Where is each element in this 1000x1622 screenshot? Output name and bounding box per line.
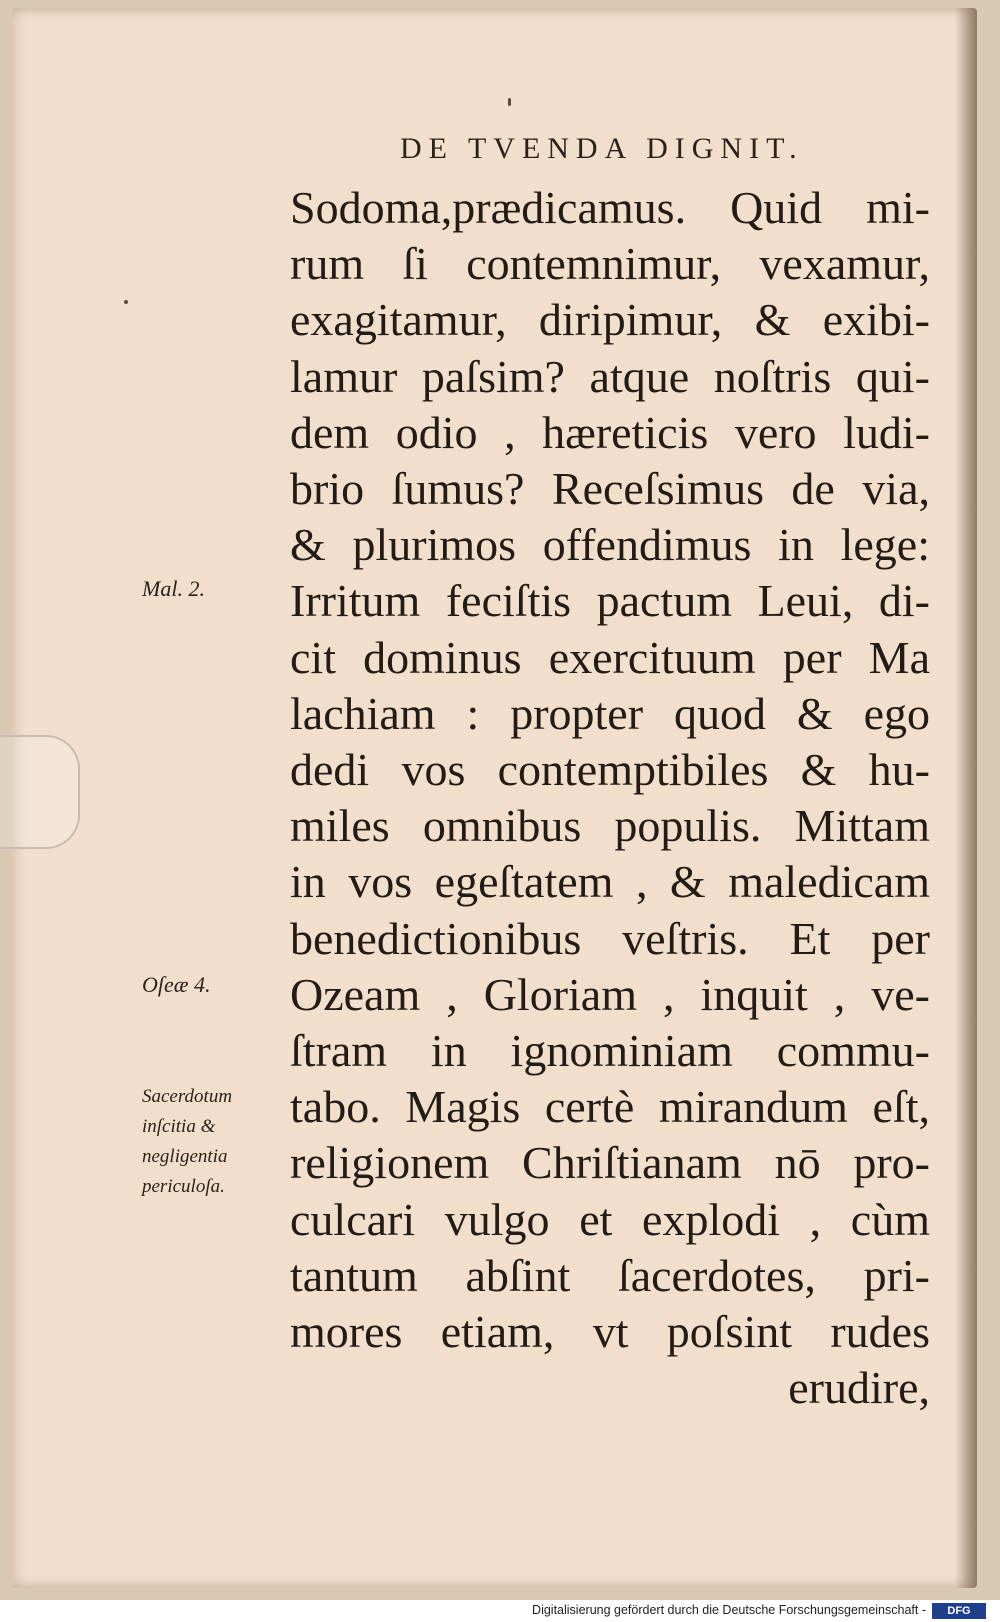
- paper-speck: [508, 98, 511, 106]
- text-line: culcari vulgo et explodi , cùm: [290, 1193, 930, 1245]
- margin-note-malachi: Mal. 2.: [142, 576, 205, 601]
- margin-note-line: periculoſa.: [142, 1176, 225, 1197]
- body-text: [290, 180, 930, 1416]
- text-line: brio ſumus? Receſsimus de via,: [290, 463, 930, 515]
- text-line: exagitamur, diripimur, & exibi-: [290, 294, 930, 346]
- text-line: Sodoma,prædicamus. Quid mi-: [290, 182, 930, 233]
- text-line: benedictionibus veſtris. Et per: [290, 912, 930, 964]
- page-clip: [0, 735, 80, 849]
- text-line: lachiam : propter quod & ego: [290, 687, 930, 739]
- text-line: Irritum feciſtis pactum Leui, di-: [290, 575, 930, 627]
- text-line: in vos egeſtatem , & maledicam: [290, 856, 930, 908]
- text-line: rum ſi contemnimur, vexamur,: [290, 238, 930, 290]
- margin-note-line: inſcitia &: [142, 1116, 216, 1137]
- text-line: tabo. Magis certè mirandum eſt,: [290, 1081, 930, 1133]
- dfg-logo: DFG: [932, 1603, 986, 1619]
- text-line: dem odio , hæreticis vero ludi-: [290, 406, 930, 458]
- text-line: ſtram in ignominiam commu-: [290, 1025, 930, 1077]
- text-line: & plurimos offendimus in lege:: [290, 519, 930, 571]
- text-line: miles omnibus populis. Mittam: [290, 800, 930, 852]
- text-line: mores etiam, vt poſsint rudes: [290, 1306, 930, 1358]
- paper-speck: [124, 300, 128, 304]
- margin-note-line: negligentia: [142, 1146, 228, 1167]
- text-line: lamur paſsim? atque noſtris qui-: [290, 350, 930, 402]
- text-line: Ozeam , Gloriam , inquit , ve-: [290, 968, 930, 1020]
- text-line: cit dominus exercituum per Ma: [290, 631, 930, 683]
- page-gutter-shadow: [955, 8, 977, 1588]
- margin-note-line: Sacerdotum: [142, 1086, 233, 1107]
- catchword-line: erudire,: [788, 1362, 930, 1414]
- footer-bar: [0, 1600, 1000, 1622]
- text-line: dedi vos contemptibiles & hu-: [290, 744, 930, 796]
- text-line: religionem Chriſtianam nō pro-: [290, 1137, 930, 1189]
- running-head: DE TVENDA DIGNIT.: [400, 132, 804, 165]
- text-line: tantum abſint ſacerdotes, pri-: [290, 1249, 930, 1301]
- margin-note-hosea: Oſeæ 4.: [142, 972, 211, 997]
- footer-credit: Digitalisierung gefördert durch die Deutsche Forschungsgemeinschaft -: [532, 1603, 926, 1617]
- margin-note-sacerdotum: [142, 1082, 232, 1202]
